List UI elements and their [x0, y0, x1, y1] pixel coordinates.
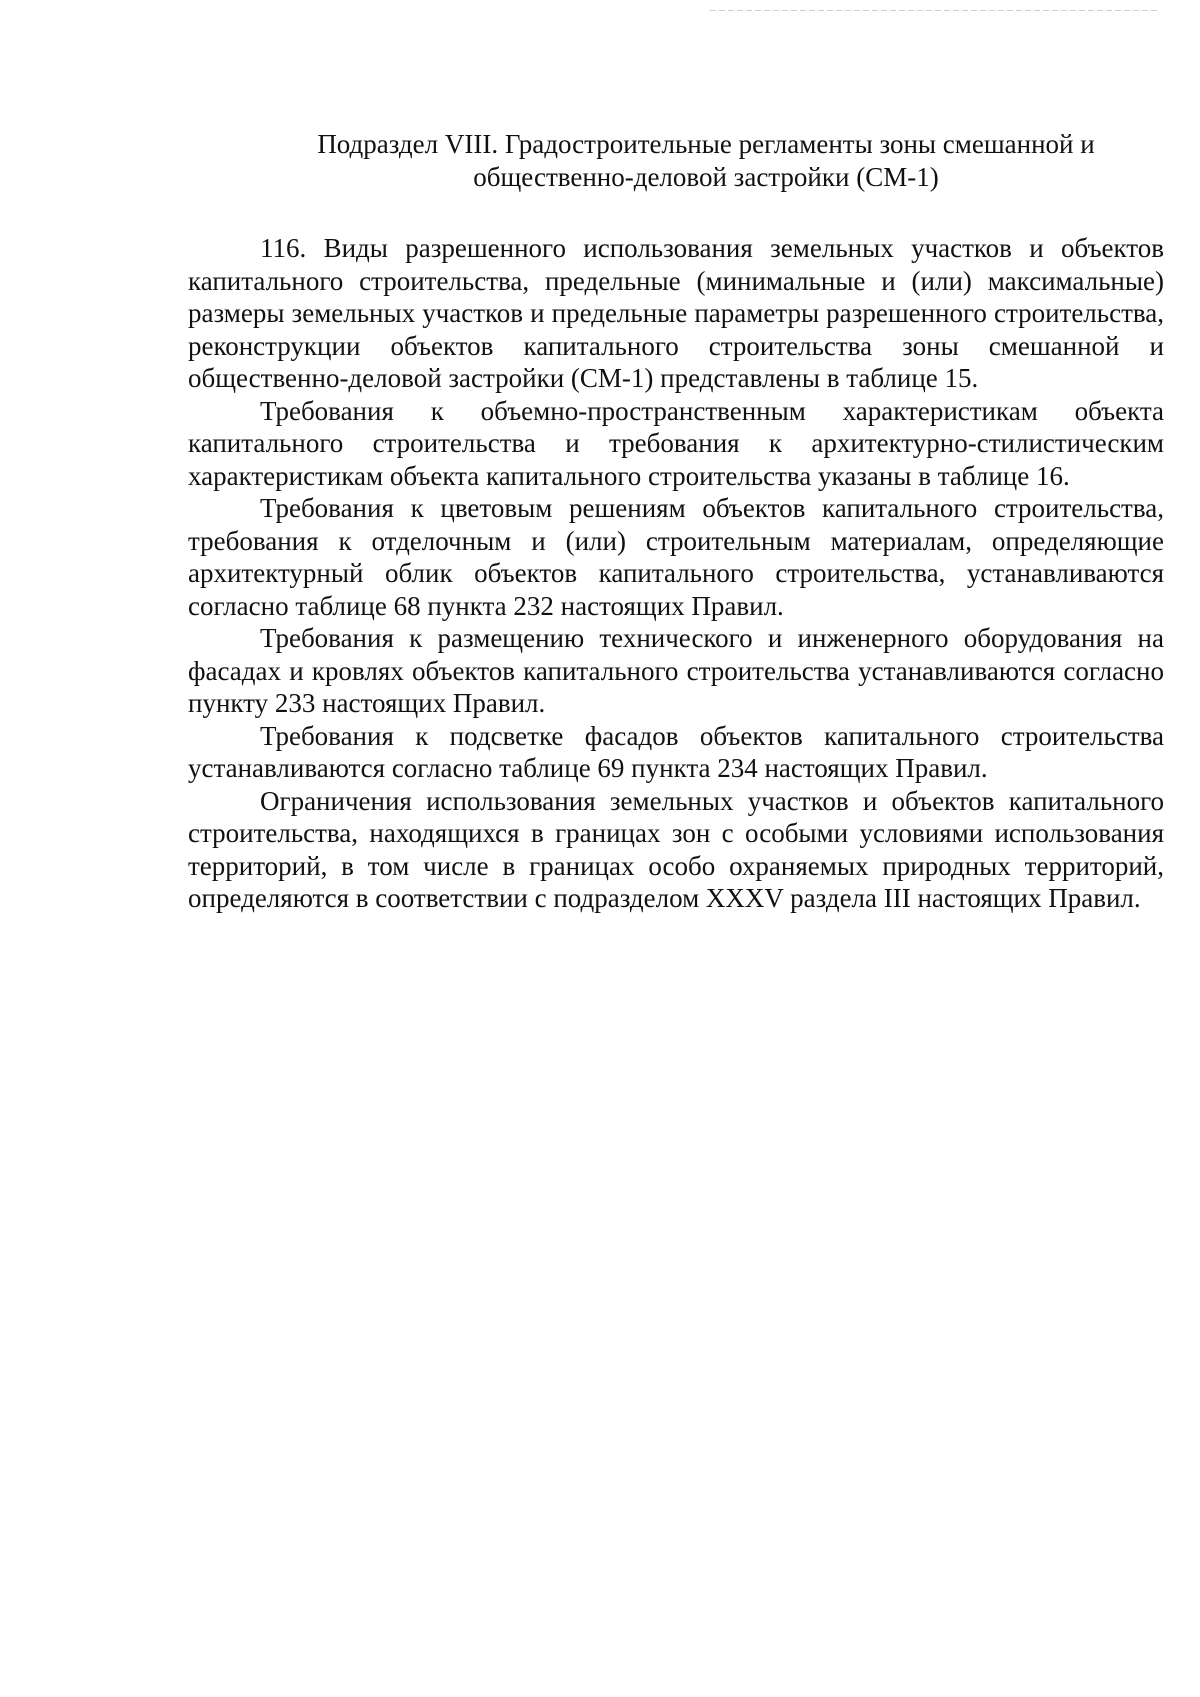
scan-edge-artifact — [710, 10, 1160, 11]
section-title — [188, 128, 1164, 194]
section-title-line-1: Подраздел VIII. Градостроительные регламенты зоны смешанной и — [317, 129, 1095, 159]
paragraph-equipment-requirements: Требования к размещению технического и инженерного оборудования на фасадах и кровлях объектов капитального строительства устанавливаются согласно пункту 233 настоящих Правил. — [188, 623, 1164, 718]
paragraph-color-requirements: Требования к цветовым решениям объектов капитального строительства, требования к отделочным и (или) строительным материалам, определяющие архитектурный облик объектов капитального строительства, устанавливаются согласно таблице 68 пункта 232 настоящих Правил. — [188, 493, 1164, 621]
paragraph-restrictions: Ограничения использования земельных участков и объектов капитального строительства, находящихся в границах зон с особыми условиями использования территорий, в том числе в границах особо охраняемых природных территорий, определяются в соответствии с подразделом XXXV раздела III настоящих Правил. — [188, 785, 1164, 913]
section-title-line-2: общественно-деловой застройки (СМ-1) — [473, 162, 939, 192]
paragraph-volume-requirements: Требования к объемно-пространственным характеристикам объекта капитального строительства и требования к архитектурно-стилистическим характеристикам объекта капитального строительства указаны в таблице 16. — [188, 395, 1164, 491]
paragraph-lighting-requirements: Требования к подсветке фасадов объектов капитального строительства устанавливаются согласно таблице 69 пункта 234 настоящих Правил. — [188, 720, 1164, 783]
paragraph-116: 116. Виды разрешенного использования земельных участков и объектов капитального строительства, предельные (минимальные и (или) максимальные) размеры земельных участков и предельные параметры разрешенного строительства, реконструкции объектов капитального строительства зоны смешанной и общественно-деловой застройки (СМ-1) представлены в таблице 15. — [188, 233, 1164, 393]
document-page — [188, 128, 1164, 915]
